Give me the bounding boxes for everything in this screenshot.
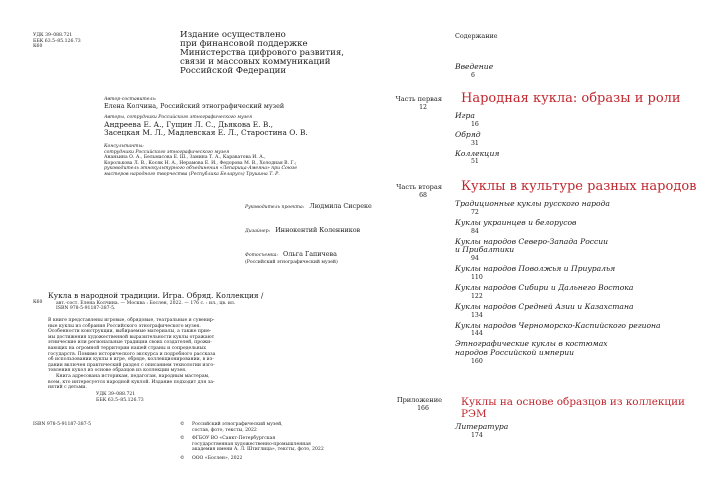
part1-label: Часть первая 12 [395, 95, 442, 111]
author-mark: К60 [33, 44, 43, 50]
isbn: ISBN 978-5-91187-387-5 [33, 422, 92, 427]
classification-block [33, 33, 81, 50]
appendix-title[interactable]: Куклы на основе образцов из коллекции РЭМ [461, 396, 685, 420]
project-head-label: Руководитель проекта: [245, 205, 305, 210]
toc-item[interactable]: Куклы народов Северо-Запада России и Прибалтики 94 [455, 236, 609, 263]
toc-item[interactable]: Коллекция 51 [455, 148, 500, 166]
compiler: Елена Колчина, Российский этнографический музей [104, 101, 285, 110]
project-head: Людмила Сисреке [309, 202, 372, 210]
toc-part2-items [455, 200, 695, 365]
part2-title[interactable]: Куклы в культуре разных народов [461, 179, 697, 194]
toc-literature[interactable]: Литература 174 [455, 422, 509, 439]
consultants-label: Консультанты: [104, 143, 144, 149]
biblio-code: К60 [33, 300, 43, 305]
toc-item[interactable]: Куклы народов Черноморско-Каспийского региона 144 [455, 320, 661, 338]
compiler-label: Автор-составитель: [104, 97, 157, 102]
copyright-2: © ФГБОУ ВО «Санкт-Петербургская государственная художественно-промышленная академия имени А. Л. Штиглица», тексты, фото, 2022 [180, 436, 324, 453]
consultants-extra-1: руководитель этнокультурного объединения «Лепарица-Амеяна» при Союзе [104, 166, 298, 172]
copyright-1: © Российский этнографический музей, состав, фото, тексты, 2022 [180, 422, 283, 433]
part2-label: Часть вторая 68 [396, 183, 442, 199]
toc-item[interactable]: Обряд 31 [455, 129, 481, 147]
bbk-code: ББК 63.5–85.126.73 [33, 38, 81, 44]
part1-title[interactable]: Народная кукла: образы и роли [461, 91, 681, 106]
authors-line-1: Андреева Е. А., Гущин Л. С., Дьякова Е. В., [104, 119, 273, 129]
production-block [245, 193, 385, 266]
toc-item[interactable]: Игра 16 [455, 111, 479, 128]
credits-block [104, 97, 344, 178]
toc-item[interactable]: Куклы народов Поволжья и Приуралья 110 [455, 264, 616, 281]
bibliographic-record: Кукла в народной традиции. Игра. Обряд. Коллекция / авт.-сост. Елена Колчина. — Москва : Бослен, 2022. — 176 с. : ил., цв. ил. ISBN 978-5-91187-387-5. [48, 291, 264, 312]
consultants-line-2: Королькова Л. В., Косяк Н. А., Нерамова Е. И., Федорова М. В., Холодная В. Г.; [104, 160, 297, 166]
toc-intro[interactable]: Введение 6 [455, 62, 494, 79]
consultants-sub: сотрудники Российского этнографического музея [104, 149, 230, 155]
consultants-line-1: Ананьина О. А., Бельмасова Е. Ш., Замина Т. А., Караватова И. А., [104, 155, 266, 161]
appendix-label: Приложение 166 [396, 396, 442, 412]
toc-item[interactable]: Традиционные куклы русского народа 72 [455, 199, 610, 216]
designer-label: Дизайнер: [245, 229, 271, 234]
toc-item[interactable]: Куклы народов Сибири и Дальнего Востока 122 [455, 282, 634, 300]
photographer-org: (Российский этнографический музей) [245, 260, 338, 265]
authors-label: Авторы, сотрудники Российского этнографического музея [104, 115, 253, 121]
toc-item[interactable]: Куклы народов Средней Азии и Казахстана 134 [455, 301, 634, 319]
toc-title: Содержание [455, 32, 498, 40]
toc-item[interactable]: Куклы украинцев и белорусов 84 [455, 217, 577, 235]
consultants-extra-2: мастеров народного творчества (Республика Беларусь) Трушина Т. Р. [104, 171, 280, 177]
copyright-3: © ООО «Бослен», 2022 [180, 455, 243, 461]
designer: Иннокентий Коленников [275, 226, 361, 234]
photographer: Ольга Гапичева [283, 250, 337, 258]
publication-note: Издание осуществлено при финансовой поддержке Министерства цифрового развития, связи и массовых коммуникаций Российской Федерации [180, 30, 344, 76]
toc-part1-items [455, 112, 499, 165]
annotation: В книге представлены игровые, обрядовые, театральные и сувенир- ные куклы из собрания Российского этнографического музея. Особенности конструкции, выбираемые материалы, а также прие- мы достижения художественной выразительности куклы отражают этнические или региональные традиции своих создателей, прожи- вающих на огромной территории нашей страны и сопредельных государств. Помимо исторического экскурса и подробного рассказа об использовании куклы в игре, обряде, коллекционировании, в из- дании включен практический раздел с описанием технологии изго- товления кукол из основе образцов из коллекции музея. Книга адресована историкам, педагогам, народным мастерам, всем, кто интересуется народной куклой. Издание подходит для за- нятий с детьми. [48, 318, 216, 391]
authors-line-2: Засецкая М. Л., Мадлевская Е. Л., Старостина О. В. [104, 128, 308, 138]
copyright-block [180, 422, 380, 462]
toc-item[interactable]: Этнографические куклы в костюмах народов Российской империи 160 [455, 339, 608, 365]
classification-repeat: УДК 39–088.721 ББК 63.5–85.126.73 [96, 392, 144, 403]
udk-code: УДК 39–088.721 [33, 33, 73, 38]
photos-label: Фотосъемка: [245, 253, 278, 258]
